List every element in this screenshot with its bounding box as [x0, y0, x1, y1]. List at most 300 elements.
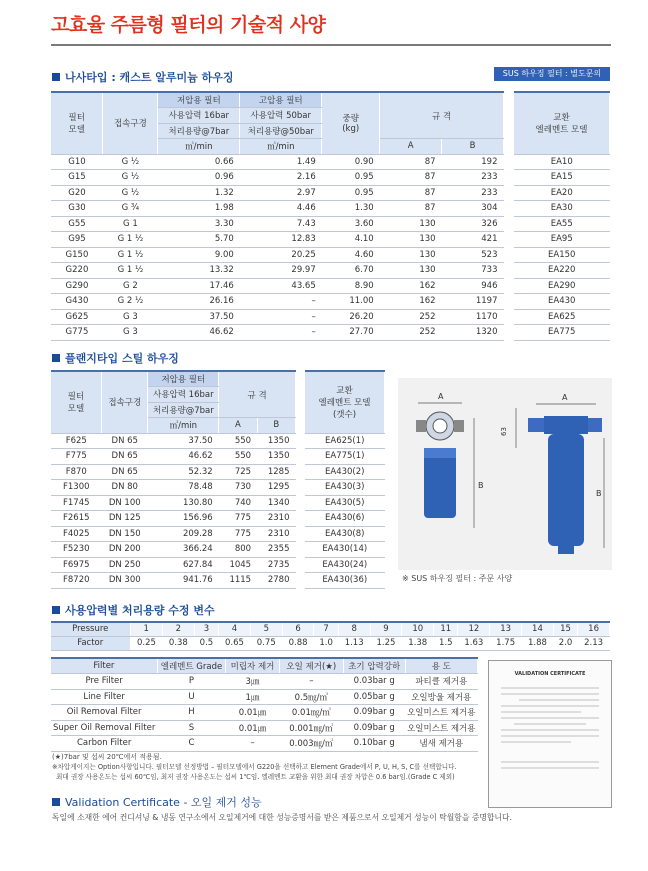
filter-cell: 0.10bar g	[343, 736, 405, 752]
cell-connection: G 3	[103, 309, 158, 325]
col-spec: 규 격	[380, 92, 504, 139]
cell-low-flow: 627.84	[148, 557, 219, 573]
cell-weight: 11.00	[322, 294, 380, 310]
filter-cell: 0.05bar g	[343, 689, 405, 705]
table-row	[51, 542, 296, 558]
factor-value: 1.25	[370, 636, 402, 650]
filter-housing-drawing	[398, 378, 612, 570]
pressure-value: 13	[490, 622, 522, 636]
cell-element: EA430(24)	[305, 557, 385, 573]
cell-a: 162	[380, 278, 442, 294]
col-low-pressure: 저압용 필터	[158, 92, 240, 108]
high-unit: ㎥/min	[240, 139, 322, 155]
table-row	[51, 325, 504, 341]
cell-element: EA775(1)	[305, 449, 385, 465]
cell-a: 1115	[219, 573, 257, 589]
right-outlet-flange	[588, 418, 602, 432]
cell-low-flow: 37.50	[158, 309, 240, 325]
col-connection: 접속구경	[103, 92, 158, 154]
cell-connection: G ½	[103, 170, 158, 186]
cell-a: 130	[380, 232, 442, 248]
cell-element: EA430	[514, 294, 610, 310]
cell-a: 800	[219, 542, 257, 558]
col-element: 교환 엘레멘트 모델	[514, 92, 610, 154]
cell-high-flow: 29.97	[240, 263, 322, 279]
factor-value: 1.0	[314, 636, 338, 650]
cell-low-flow: 941.76	[148, 573, 219, 589]
table-row	[51, 185, 504, 201]
filter-cell: 3㎛	[226, 674, 280, 690]
cell-element: EA775	[514, 325, 610, 341]
table-row	[514, 185, 610, 201]
cell-element: EA430(14)	[305, 542, 385, 558]
cell-model: F5230	[51, 542, 102, 558]
validation-heading: Validation Certificate - 오일 제거 성능	[52, 794, 262, 810]
filter-cell: 0.01㎛	[226, 705, 280, 721]
cell-a: 740	[219, 495, 257, 511]
table-row	[51, 557, 296, 573]
cell-model: G775	[51, 325, 103, 341]
cell-a: 775	[219, 526, 257, 542]
cell-high-flow: 7.43	[240, 216, 322, 232]
cell-b: 326	[442, 216, 504, 232]
cell-b: 946	[442, 278, 504, 294]
cell-b: 2735	[257, 557, 295, 573]
cell-high-flow: –	[240, 309, 322, 325]
cell-model: G55	[51, 216, 103, 232]
cell-model: F1745	[51, 495, 102, 511]
cell-element: EA20	[514, 185, 610, 201]
table-row	[514, 263, 610, 279]
filter-cell: 0.09bar g	[343, 705, 405, 721]
table-row	[514, 309, 610, 325]
pressure-value: 10	[402, 622, 434, 636]
cell-element: EA15	[514, 170, 610, 186]
pressure-factor-table	[51, 621, 610, 651]
cell-a: 252	[380, 325, 442, 341]
factor-value: 1.63	[458, 636, 490, 650]
cell-element: EA290	[514, 278, 610, 294]
cell-model: F775	[51, 449, 102, 465]
left-port-icon	[416, 420, 426, 432]
right-port-icon	[454, 420, 464, 432]
cell-connection: DN 100	[102, 495, 148, 511]
table-row	[51, 170, 504, 186]
cell-b: 1295	[257, 480, 295, 496]
cell-b: 304	[442, 201, 504, 217]
filter-cell: 1㎛	[226, 689, 280, 705]
col-low-pressure: 저압용 필터	[148, 371, 219, 387]
cell-element: EA220	[514, 263, 610, 279]
filter-grade-table	[51, 657, 478, 752]
section2-element-table	[305, 370, 385, 589]
col-model: 필터 모델	[51, 92, 103, 154]
cell-element: EA625	[514, 309, 610, 325]
table-row	[51, 247, 504, 263]
cell-high-flow: 2.97	[240, 185, 322, 201]
cell-weight: 0.90	[322, 154, 380, 170]
filter-col-header: 초기 압력강하	[343, 658, 405, 674]
cell-element: EA430(36)	[305, 573, 385, 589]
cell-connection: DN 65	[102, 449, 148, 465]
right-filter-body	[548, 434, 584, 546]
cell-connection: G 1	[103, 216, 158, 232]
table-row	[514, 170, 610, 186]
sus-order-note: ※ SUS 하우징 필터 : 주문 사양	[402, 574, 513, 583]
table-row	[51, 480, 296, 496]
table-row	[51, 433, 296, 449]
cell-connection: DN 65	[102, 433, 148, 449]
filter-cell: Super Oil Removal Filter	[51, 720, 157, 736]
certificate-title: VALIDATION CERTIFICATE	[514, 671, 586, 677]
low-use-pressure: 사용압력 16bar	[148, 387, 219, 403]
table-row	[51, 309, 504, 325]
col-weight: 중량 (kg)	[322, 92, 380, 154]
bullet-square-icon	[52, 798, 60, 806]
filter-cell: 오일미스트 제거용	[405, 720, 477, 736]
low-unit: ㎥/min	[158, 139, 240, 155]
filter-cell: P	[157, 674, 225, 690]
pressure-value: 14	[522, 622, 554, 636]
note-2: ※차압게이지는 Option사항입니다. 필터모델 선정방법 – 필터모델에서 G220을 선택하고 Element Grade에서 P, U, H, S, C를 선택합니다.	[52, 763, 457, 771]
cell-low-flow: 0.96	[158, 170, 240, 186]
cell-low-flow: 46.62	[148, 449, 219, 465]
cell-weight: 26.20	[322, 309, 380, 325]
cert-line	[501, 717, 599, 719]
cell-model: F8720	[51, 573, 102, 589]
cert-line	[501, 693, 599, 695]
filter-cell: C	[157, 736, 225, 752]
bullet-square-icon	[52, 606, 60, 614]
filter-cell: 0.003㎎/㎥	[279, 736, 343, 752]
cert-line	[501, 741, 571, 743]
cell-weight: 8.90	[322, 278, 380, 294]
cert-line	[519, 699, 599, 701]
filter-col-header: 용 도	[405, 658, 477, 674]
filter-notes	[52, 752, 482, 782]
cell-connection: DN 200	[102, 542, 148, 558]
table-row	[305, 464, 385, 480]
table-row	[51, 573, 296, 589]
table-row	[514, 294, 610, 310]
cell-low-flow: 17.46	[158, 278, 240, 294]
factor-value: 2.13	[578, 636, 610, 650]
factor-value: 1.5	[434, 636, 458, 650]
cell-connection: G 1 ½	[103, 247, 158, 263]
cell-a: 87	[380, 185, 442, 201]
filter-cell: U	[157, 689, 225, 705]
cell-element: EA10	[514, 154, 610, 170]
label-b-right: B	[596, 489, 602, 498]
col-a: A	[380, 139, 442, 155]
cell-connection: DN 65	[102, 464, 148, 480]
filter-cell: –	[279, 674, 343, 690]
pressure-value: 6	[282, 622, 314, 636]
label-a-right: A	[562, 393, 568, 402]
cell-low-flow: 156.96	[148, 511, 219, 527]
table-row	[51, 263, 504, 279]
table-row	[514, 278, 610, 294]
validation-certificate-image	[488, 660, 612, 808]
cell-connection: G 3	[103, 325, 158, 341]
filter-cell: Pre Filter	[51, 674, 157, 690]
table-row	[305, 542, 385, 558]
cell-a: 162	[380, 294, 442, 310]
cell-element: EA150	[514, 247, 610, 263]
cell-b: 1350	[257, 449, 295, 465]
cell-weight: 0.95	[322, 185, 380, 201]
cell-low-flow: 366.24	[148, 542, 219, 558]
pressure-value: 11	[434, 622, 458, 636]
table-row	[51, 201, 504, 217]
filter-cell: 오일방울 제거용	[405, 689, 477, 705]
cell-element: EA625(1)	[305, 433, 385, 449]
table-row	[305, 449, 385, 465]
filter-cell: Line Filter	[51, 689, 157, 705]
sus-housing-tag: SUS 하우징 필터 : 별도문의	[494, 67, 610, 81]
cell-a: 775	[219, 511, 257, 527]
cell-model: G15	[51, 170, 103, 186]
factor-value: 0.75	[250, 636, 282, 650]
factor-value: 1.75	[490, 636, 522, 650]
col-spec: 규 격	[219, 371, 296, 418]
cell-a: 87	[380, 154, 442, 170]
factor-value: 0.38	[162, 636, 194, 650]
cell-high-flow: –	[240, 325, 322, 341]
title-divider	[51, 44, 611, 46]
cell-model: G10	[51, 154, 103, 170]
cell-connection: DN 125	[102, 511, 148, 527]
cell-b: 1340	[257, 495, 295, 511]
filter-cell: S	[157, 720, 225, 736]
table-row	[51, 705, 478, 721]
table-row	[514, 216, 610, 232]
cell-b: 421	[442, 232, 504, 248]
cell-weight: 27.70	[322, 325, 380, 341]
cell-element: EA430(5)	[305, 495, 385, 511]
cert-line	[501, 735, 599, 737]
cell-model: F2615	[51, 511, 102, 527]
filter-cell: Carbon Filter	[51, 736, 157, 752]
cell-b: 2310	[257, 511, 295, 527]
cell-a: 130	[380, 216, 442, 232]
table-row	[514, 247, 610, 263]
cell-b: 192	[442, 154, 504, 170]
validation-text: 독일에 소재한 에어 컨디셔닝 & 냉동 연구소에서 오일제거에 대한 성능증명서를 받은 제품으로서 오일제거 성능이 탁월함을 증명합니다.	[52, 813, 512, 822]
cell-a: 730	[219, 480, 257, 496]
filter-cell: 파티클 제거용	[405, 674, 477, 690]
cell-low-flow: 209.28	[148, 526, 219, 542]
filter-col-header: 오일 제거(★)	[279, 658, 343, 674]
table-row	[51, 232, 504, 248]
cell-low-flow: 1.32	[158, 185, 240, 201]
pressure-value: 2	[162, 622, 194, 636]
cell-model: G430	[51, 294, 103, 310]
cert-line	[501, 711, 581, 713]
pressure-label: Pressure	[51, 622, 130, 636]
factor-value: 0.88	[282, 636, 314, 650]
section3-heading: 사용압력별 처리용량 수정 변수	[52, 602, 215, 618]
pressure-value: 5	[250, 622, 282, 636]
factor-value: 1.38	[402, 636, 434, 650]
right-filter-drain	[558, 546, 574, 554]
cell-connection: G ½	[103, 185, 158, 201]
cell-model: G30	[51, 201, 103, 217]
cell-element: EA30	[514, 201, 610, 217]
filter-housing-diagram	[398, 378, 612, 570]
table-row	[51, 495, 296, 511]
cert-line	[501, 729, 599, 731]
cell-weight: 6.70	[322, 263, 380, 279]
cell-connection: DN 80	[102, 480, 148, 496]
filter-col-header: Filter	[51, 658, 157, 674]
cell-b: 1350	[257, 433, 295, 449]
cell-model: F625	[51, 433, 102, 449]
low-flow: 처리용량@7bar	[158, 123, 240, 139]
cell-model: F1300	[51, 480, 102, 496]
cell-low-flow: 1.98	[158, 201, 240, 217]
cell-b: 233	[442, 170, 504, 186]
bullet-square-icon	[52, 354, 60, 362]
cell-b: 2780	[257, 573, 295, 589]
cell-high-flow: 4.46	[240, 201, 322, 217]
cell-element: EA430(2)	[305, 464, 385, 480]
low-flow: 처리용량@7bar	[148, 402, 219, 418]
filter-cell: Oil Removal Filter	[51, 705, 157, 721]
cell-model: G625	[51, 309, 103, 325]
left-filter-cap	[424, 448, 456, 458]
cell-connection: G 2 ½	[103, 294, 158, 310]
label-b-left: B	[478, 481, 484, 490]
cell-low-flow: 9.00	[158, 247, 240, 263]
table-row	[305, 495, 385, 511]
section1-table	[51, 91, 504, 341]
factor-value: 0.25	[130, 636, 162, 650]
table-row	[305, 480, 385, 496]
cell-element: EA95	[514, 232, 610, 248]
cell-element: EA430(3)	[305, 480, 385, 496]
cell-connection: G 2	[103, 278, 158, 294]
table-row	[51, 278, 504, 294]
cell-model: G20	[51, 185, 103, 201]
table-row	[305, 526, 385, 542]
cell-connection: G 1 ½	[103, 232, 158, 248]
filter-cell: 0.5㎎/㎥	[279, 689, 343, 705]
label-a-left: A	[438, 392, 444, 401]
filter-col-header: 엘레멘트 Grade	[157, 658, 225, 674]
cell-connection: G ¾	[103, 201, 158, 217]
filter-cell: 0.09bar g	[343, 720, 405, 736]
cell-a: 87	[380, 201, 442, 217]
cell-element: EA430(8)	[305, 526, 385, 542]
filter-cell: 오일미스트 제거용	[405, 705, 477, 721]
factor-value: 0.65	[219, 636, 251, 650]
cell-high-flow: 43.65	[240, 278, 322, 294]
cell-low-flow: 37.50	[148, 433, 219, 449]
pressure-value: 3	[194, 622, 218, 636]
table-row	[51, 464, 296, 480]
page-title: 고효율 주름형 필터의 기술적 사양	[51, 14, 326, 36]
factor-value: 2.0	[553, 636, 577, 650]
cell-weight: 4.60	[322, 247, 380, 263]
pressure-value: 9	[370, 622, 402, 636]
left-filter-body	[424, 448, 456, 518]
table-row	[305, 511, 385, 527]
table-row	[305, 557, 385, 573]
filter-cell: 0.01㎎/㎥	[279, 705, 343, 721]
table-row	[514, 232, 610, 248]
cell-low-flow: 5.70	[158, 232, 240, 248]
cell-model: F870	[51, 464, 102, 480]
col-high-pressure: 고압용 필터	[240, 92, 322, 108]
filter-cell: 0.03bar g	[343, 674, 405, 690]
section2-heading: 플랜지타입 스틸 하우징	[52, 350, 179, 366]
filter-cell: H	[157, 705, 225, 721]
cell-b: 733	[442, 263, 504, 279]
filter-cell: 0.01㎛	[226, 720, 280, 736]
cell-low-flow: 13.32	[158, 263, 240, 279]
cell-low-flow: 3.30	[158, 216, 240, 232]
cell-a: 130	[380, 247, 442, 263]
table-row	[51, 449, 296, 465]
pressure-value: 16	[578, 622, 610, 636]
cell-weight: 3.60	[322, 216, 380, 232]
cell-model: F4025	[51, 526, 102, 542]
pressure-value: 7	[314, 622, 338, 636]
top-view-inner-icon	[433, 419, 447, 433]
cell-low-flow: 52.32	[148, 464, 219, 480]
pressure-value: 1	[130, 622, 162, 636]
cell-b: 2310	[257, 526, 295, 542]
table-row	[51, 526, 296, 542]
cell-low-flow: 26.16	[158, 294, 240, 310]
pressure-value: 4	[219, 622, 251, 636]
table-row	[514, 201, 610, 217]
table-row	[51, 674, 478, 690]
cell-high-flow: 20.25	[240, 247, 322, 263]
factor-value: 0.5	[194, 636, 218, 650]
pressure-value: 8	[338, 622, 370, 636]
cell-b: 1320	[442, 325, 504, 341]
col-element: 교환 엘레멘트 모델 (갯수)	[305, 371, 385, 433]
cell-weight: 1.30	[322, 201, 380, 217]
cell-b: 1170	[442, 309, 504, 325]
pressure-value: 12	[458, 622, 490, 636]
cell-high-flow: 12.83	[240, 232, 322, 248]
cell-model: G95	[51, 232, 103, 248]
factor-value: 1.13	[338, 636, 370, 650]
col-model: 필터 모델	[51, 371, 102, 433]
cell-connection: DN 300	[102, 573, 148, 589]
cell-model: G220	[51, 263, 103, 279]
note-1: (★)7bar 및 섭씨 20℃에서 적용됨.	[52, 753, 162, 761]
right-filter-head	[544, 416, 588, 434]
table-row	[51, 294, 504, 310]
table-row	[51, 720, 478, 736]
cell-high-flow: –	[240, 294, 322, 310]
col-b: B	[257, 418, 295, 434]
table-row	[51, 216, 504, 232]
high-use-pressure: 사용압력 50bar	[240, 108, 322, 124]
factor-value: 1.88	[522, 636, 554, 650]
cell-a: 550	[219, 433, 257, 449]
filter-cell: 냄새 제거용	[405, 736, 477, 752]
cell-element: EA430(6)	[305, 511, 385, 527]
cert-line	[501, 761, 599, 763]
cell-model: F6975	[51, 557, 102, 573]
factor-label: Factor	[51, 636, 130, 650]
cell-connection: DN 150	[102, 526, 148, 542]
